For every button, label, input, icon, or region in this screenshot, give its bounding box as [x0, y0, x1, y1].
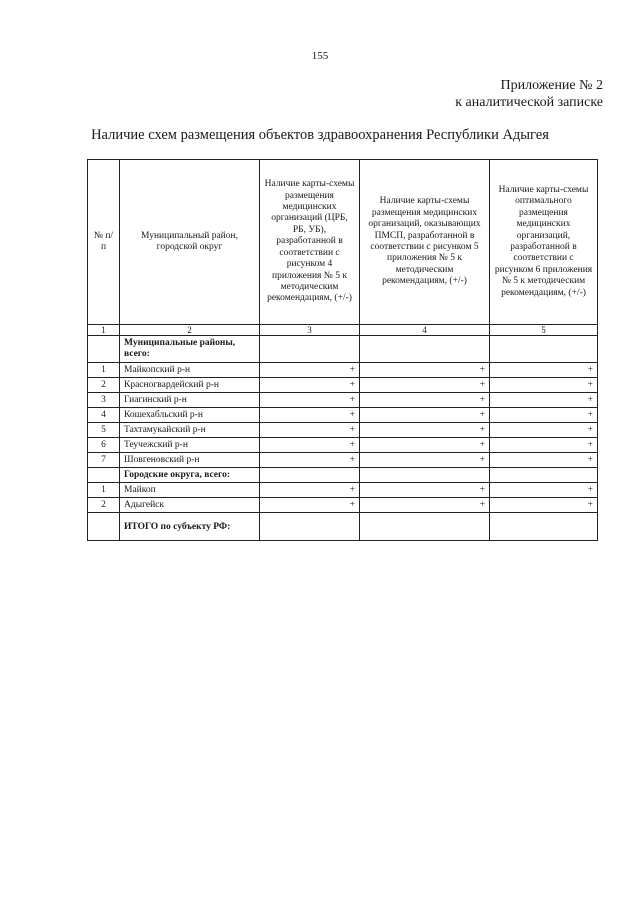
cell-map-optimal: + — [490, 438, 598, 453]
table-row — [88, 498, 598, 513]
column-number: 1 — [88, 325, 120, 336]
appendix-line-1: Приложение № 2 — [500, 78, 603, 93]
appendix-heading — [455, 77, 603, 111]
cell-map-pmsp: + — [360, 423, 490, 438]
column-number: 3 — [260, 325, 360, 336]
row-name: Тахтамукайский р-н — [120, 423, 260, 438]
row-number: 5 — [88, 423, 120, 438]
cell-map-pmsp: + — [360, 438, 490, 453]
cell-map-crb: + — [260, 453, 360, 468]
cell-map-pmsp: + — [360, 483, 490, 498]
group-label-cities: Городские округа, всего: — [120, 468, 260, 483]
table-row — [88, 393, 598, 408]
header-district: Муниципальный район, городской округ — [120, 160, 260, 325]
table-row — [88, 453, 598, 468]
page-number: 155 — [311, 50, 329, 62]
cell-map-crb: + — [260, 483, 360, 498]
row-number: 1 — [88, 483, 120, 498]
row-number: 3 — [88, 393, 120, 408]
cell-map-crb: + — [260, 498, 360, 513]
row-name: Майкопский р-н — [120, 363, 260, 378]
table-row — [88, 363, 598, 378]
appendix-line-2: к аналитической записке — [455, 95, 603, 110]
table-header-row — [88, 160, 598, 325]
header-map-optimal: Наличие карты-схемы оптимального размещения медицинских организаций, разработанной в соответствии с рисунком 6 приложения № 5 к методическим рекомендациям, (+/-) — [490, 160, 598, 325]
cell-map-pmsp: + — [360, 393, 490, 408]
cell-map-optimal: + — [490, 378, 598, 393]
cell-map-pmsp: + — [360, 378, 490, 393]
cell-map-pmsp: + — [360, 363, 490, 378]
total-label: ИТОГО по субъекту РФ: — [120, 513, 260, 541]
group-row-cities — [88, 468, 598, 483]
row-name: Гиагинский р-н — [120, 393, 260, 408]
cell-map-crb: + — [260, 393, 360, 408]
cell-map-crb: + — [260, 378, 360, 393]
row-number: 6 — [88, 438, 120, 453]
cell-map-pmsp: + — [360, 498, 490, 513]
header-map-pmsp: Наличие карты-схемы размещения медицинских организаций, оказывающих ПМСП, разработанной в соответствии с рисунком 5 приложения № 5 к методическим рекомендациям, (+/-) — [360, 160, 490, 325]
row-number: 2 — [88, 498, 120, 513]
table-row — [88, 423, 598, 438]
cell-map-crb: + — [260, 363, 360, 378]
row-number: 2 — [88, 378, 120, 393]
row-name: Адыгейск — [120, 498, 260, 513]
row-name: Майкоп — [120, 483, 260, 498]
cell-map-crb: + — [260, 408, 360, 423]
cell-map-optimal: + — [490, 393, 598, 408]
row-number: 1 — [88, 363, 120, 378]
column-number: 5 — [490, 325, 598, 336]
row-name: Кошехабльский р-н — [120, 408, 260, 423]
column-number: 2 — [120, 325, 260, 336]
column-number: 4 — [360, 325, 490, 336]
cell-map-pmsp: + — [360, 453, 490, 468]
cell-map-crb: + — [260, 423, 360, 438]
cell-map-optimal: + — [490, 453, 598, 468]
row-name: Теучежский р-н — [120, 438, 260, 453]
cell-map-pmsp: + — [360, 408, 490, 423]
cell-map-optimal: + — [490, 423, 598, 438]
row-name: Шовгеновский р-н — [120, 453, 260, 468]
document-title: Наличие схем размещения объектов здравоохранения Республики Адыгея — [91, 127, 549, 143]
table-row — [88, 378, 598, 393]
total-row — [88, 513, 598, 541]
row-number: 7 — [88, 453, 120, 468]
header-number: № п/п — [88, 160, 120, 325]
health-facilities-table — [87, 159, 598, 541]
table-row — [88, 438, 598, 453]
table-row — [88, 483, 598, 498]
cell-map-optimal: + — [490, 483, 598, 498]
cell-map-crb: + — [260, 438, 360, 453]
table-row — [88, 408, 598, 423]
cell-map-optimal: + — [490, 408, 598, 423]
column-number-row — [88, 325, 598, 336]
group-label-districts: Муниципальные районы, всего: — [120, 336, 260, 363]
row-name: Красногвардейский р-н — [120, 378, 260, 393]
header-map-crb: Наличие карты-схемы размещения медицинских организаций (ЦРБ, РБ, УБ), разработанной в соответствии с рисунком 4 приложения № 5 к методическим рекомендациям, (+/-) — [260, 160, 360, 325]
cell-map-optimal: + — [490, 363, 598, 378]
group-row-districts — [88, 336, 598, 363]
cell-map-optimal: + — [490, 498, 598, 513]
row-number: 4 — [88, 408, 120, 423]
